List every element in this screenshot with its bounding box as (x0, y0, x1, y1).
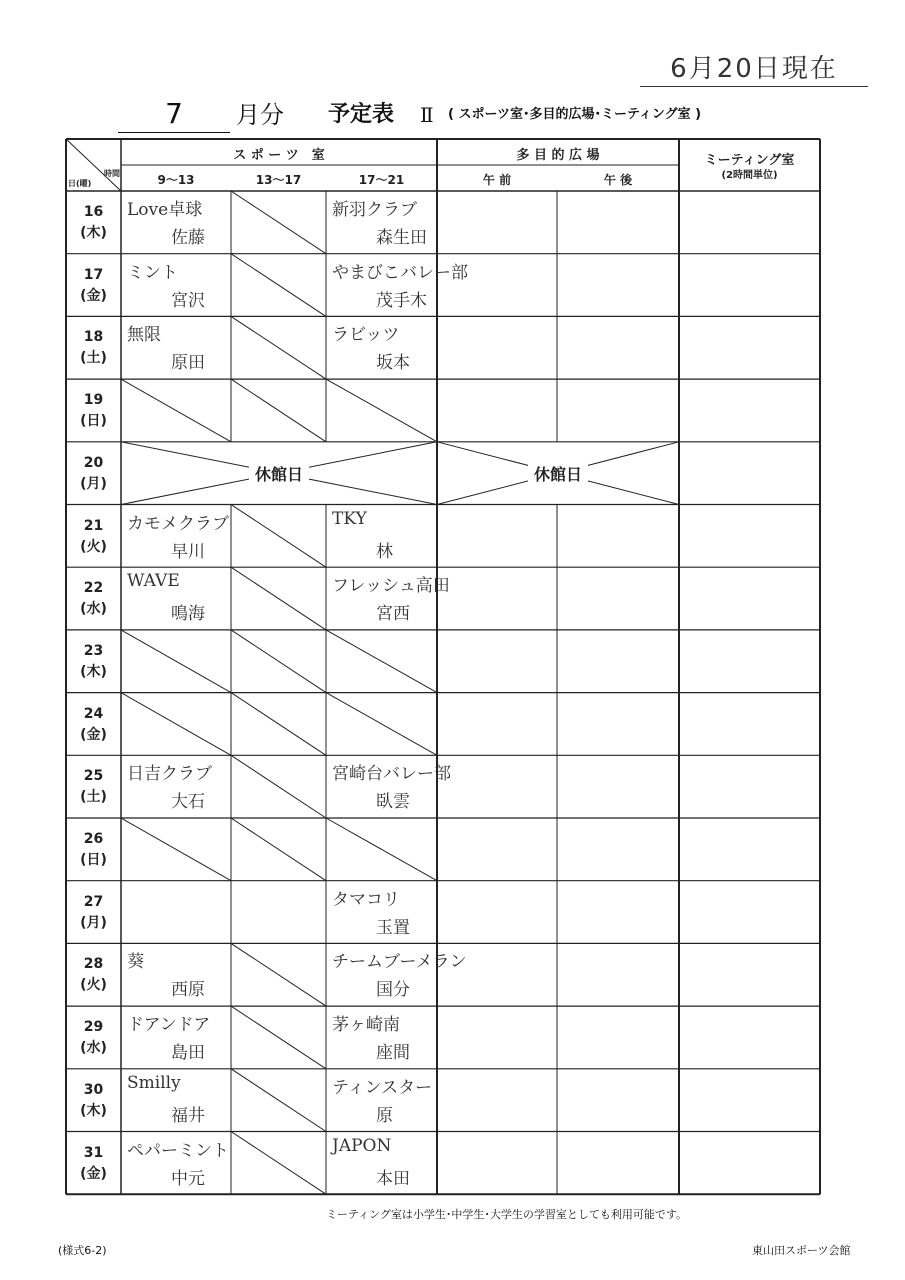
booking-contact-name: 座間 (376, 1043, 410, 1064)
booking-contact-name: 西原 (171, 980, 205, 1001)
day-of-week: (木) (80, 225, 107, 241)
booking-group-name: 新羽クラブ (332, 200, 417, 220)
booking-group-name: TKY (332, 508, 367, 529)
day-number: 22 (83, 580, 104, 597)
day-of-week: (水) (80, 601, 107, 618)
booking-group-name: 茅ヶ崎南 (332, 1015, 400, 1036)
booking-contact-name: 福井 (171, 1105, 205, 1126)
header-slot-1: 13～17 (255, 173, 302, 187)
booking-group-name: ドアンドア (127, 1015, 211, 1036)
closed-day-label-text: 休館日 (249, 462, 309, 485)
status-date: 6月20日現在 (640, 52, 868, 87)
day-of-week: (金) (80, 1165, 107, 1182)
day-of-week: (金) (80, 287, 107, 304)
booking-contact-name: 原 (376, 1105, 393, 1126)
day-number: 26 (83, 831, 104, 847)
day-of-week: (月) (80, 914, 107, 931)
closed-day-label (437, 462, 679, 485)
booking-contact-name: 国分 (376, 980, 410, 1001)
booking-group-name: フレッシュ高田 (332, 576, 450, 597)
booking-group-name: Love卓球 (127, 200, 203, 220)
day-number: 17 (83, 266, 104, 283)
booking-contact-name: 早川 (171, 541, 205, 562)
form-id: (様式6-2) (58, 1244, 107, 1257)
header-time-label: 時間 (104, 169, 120, 178)
booking-group-name: チームブーメラン (332, 952, 467, 973)
booking-group-name: カモメクラブ (127, 513, 229, 534)
booking-group-name: WAVE (127, 571, 180, 592)
day-number: 30 (83, 1081, 104, 1098)
booking-contact-name: 林 (376, 541, 393, 562)
booking-group-name: 宮崎台バレー部 (332, 764, 451, 785)
booking-contact-name: 島田 (171, 1043, 205, 1064)
booking-group-name: Smilly (127, 1072, 181, 1093)
booking-contact-name: 玉置 (376, 917, 410, 938)
day-of-week: (金) (80, 726, 107, 743)
booking-contact-name: 佐藤 (171, 228, 205, 248)
booking-group-name: ミント (127, 262, 178, 283)
day-number: 16 (83, 204, 104, 220)
booking-group-name: 日吉クラブ (127, 764, 212, 785)
header-meeting-room: ミーティング室 (704, 153, 795, 168)
booking-contact-name: 原田 (171, 353, 205, 374)
booking-contact-name: 本田 (376, 1168, 410, 1189)
title-subtitle: ( スポーツ室･多目的広場･ミーティング室 ) (448, 107, 702, 122)
day-of-week: (木) (80, 663, 107, 680)
booking-group-name: やまびこバレー部 (332, 262, 468, 283)
day-number: 19 (83, 392, 104, 409)
day-number: 29 (83, 1019, 104, 1036)
booking-group-name: タマコリ (332, 889, 400, 910)
day-of-week: (土) (80, 350, 107, 367)
header-day-label: 日(曜) (68, 179, 92, 188)
closed-day-label-text: 休館日 (528, 462, 588, 485)
day-of-week: (土) (80, 789, 107, 806)
header-meeting-note: (2時間単位) (721, 170, 778, 181)
title-roman: Ⅱ (420, 103, 434, 127)
title-main: 予定表 (328, 102, 395, 127)
day-number: 31 (83, 1144, 104, 1161)
booking-contact-name: 大石 (171, 792, 205, 813)
booking-contact-name: 森生田 (376, 228, 427, 248)
day-number: 27 (83, 893, 104, 910)
booking-group-name: 無限 (127, 325, 161, 346)
day-of-week: (月) (80, 475, 107, 492)
day-of-week: (木) (80, 1102, 107, 1119)
booking-contact-name: 臥雲 (376, 792, 410, 813)
booking-contact-name: 宮西 (376, 604, 410, 625)
day-number: 28 (83, 956, 104, 973)
day-number: 23 (83, 642, 104, 659)
booking-group-name: 葵 (127, 952, 144, 973)
booking-group-name: ラビッツ (332, 325, 400, 346)
day-number: 24 (83, 705, 104, 722)
day-of-week: (日) (80, 413, 107, 430)
day-number: 20 (83, 454, 104, 471)
day-of-week: (火) (80, 538, 107, 555)
booking-contact-name: 茂手木 (376, 290, 427, 311)
header-slot-0: 9～13 (157, 173, 195, 187)
booking-contact-name: 宮沢 (171, 290, 205, 311)
closed-day-label (121, 462, 437, 485)
header-slot-3: 午 前 (482, 173, 512, 187)
booking-group-name: ペパーミント (127, 1140, 229, 1161)
day-of-week: (火) (80, 977, 107, 994)
booking-contact-name: 中元 (171, 1168, 205, 1189)
facility-name: 東山田スポーツ会館 (752, 1244, 851, 1257)
booking-group-name: JAPON (332, 1135, 392, 1156)
header-slot-4: 午 後 (603, 173, 633, 187)
day-number: 25 (83, 768, 104, 785)
title-month-suffix: 月分 (236, 101, 284, 129)
booking-group-name: ティンスター (332, 1077, 433, 1098)
day-of-week: (日) (80, 852, 107, 868)
day-number: 18 (83, 329, 104, 346)
day-of-week: (水) (80, 1040, 107, 1057)
footer-note: ミーティング室は小学生･中学生･大学生の学習室としても利用可能です。 (326, 1208, 688, 1221)
header-slot-2: 17～21 (358, 173, 405, 187)
booking-contact-name: 坂本 (376, 353, 410, 374)
day-number: 21 (83, 517, 104, 534)
header-multipurpose: 多 目 的 広 場 (516, 148, 600, 163)
title-month: 7 (118, 96, 230, 133)
header-sports-room: ス ポ ー ツ 室 (233, 148, 325, 163)
booking-contact-name: 鳴海 (171, 604, 205, 625)
